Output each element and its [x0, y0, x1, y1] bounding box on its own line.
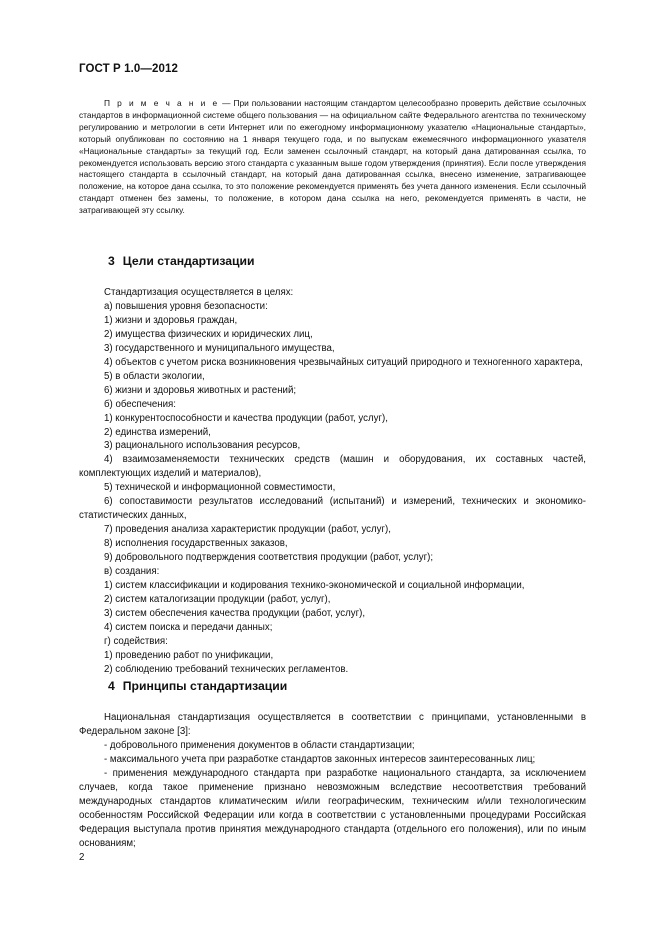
section-3-item: 3) систем обеспечения качества продукции (работ, услуг), — [104, 607, 366, 619]
note-text: — При пользовании настоящим стандартом целесообразно проверить действие ссылочных стандартов в информационной системе общего пользования — на официальном сайте Федерального агентства по техническому регулированию и метрологии в сети Интернет или по ежегодному информационному указателю «Национальные стандарты», который опубликован по состоянию на 1 января текущего года, и по выпускам ежемесячного информационного указателя «Национальные стандарты» за текущий год. Если заменен ссылочный стандарт, на который дана датированная ссылка, то рекомендуется использовать версию этого стандарта с указанным выше годом утверждения (принятия). Если после утверждения настоящего стандарта в ссылочный стандарт, на который дана датированная ссылка, внесено изменение, затрагивающее положение, на которое дана ссылка, то это положение рекомендуется применять без учета данного изменения. Если ссылочный стандарт отменен без замены, то положение, в котором дана ссылка на него, рекомендуется применять в части, не затрагивающей эту ссылку. — [79, 98, 586, 216]
section-4-item: Национальная стандартизация осуществляется в соответствии с принципами, установленными в Федеральном законе [3]: — [79, 712, 586, 737]
note-paragraph — [79, 98, 586, 217]
section-3-item: 1) конкурентоспособности и качества продукции (работ, услуг), — [104, 412, 388, 424]
section-3-item: б) обеспечения: — [104, 398, 176, 410]
section-3-item: 1) жизни и здоровья граждан, — [104, 314, 238, 326]
section-4-list — [79, 711, 586, 851]
section-3-item: 4) взаимозаменяемости технических средств (машин и оборудования, их составных частей, комплектующих изделий и материалов), — [79, 454, 586, 480]
section-3-item: 6) сопоставимости результатов исследований (испытаний) и измерений, технических и экономико-статистических данных, — [79, 496, 586, 522]
section-4-item: - добровольного применения документов в области стандартизации; — [104, 739, 415, 751]
section-3-item: 2) имущества физических и юридических лиц, — [104, 328, 313, 340]
section-3-title: Цели стандартизации — [122, 254, 255, 268]
section-3-item: 2) систем каталогизации продукции (работ, услуг), — [104, 593, 331, 605]
section-3-item: 8) исполнения государственных заказов, — [104, 538, 288, 550]
section-3-item: 1) систем классификации и кодирования технико-экономической и социальной информации, — [104, 580, 525, 592]
section-4-item: - применения международного стандарта при разработке национального стандарта, за исключением случаев, когда такое применение признано невозможным вследствие несоответствия требований международных стандартов климатическим и/или географическим, техническим и/или технологическим особенностям Российской Федерации или когда в соответствии с установленными процедурами Российская Федерация выступала против принятия международного стандарта (отдельного его положения), или по иным основаниям; — [79, 767, 586, 849]
section-3-item: 6) жизни и здоровья животных и растений; — [104, 384, 297, 396]
document-code-header: ГОСТ Р 1.0—2012 — [79, 63, 178, 75]
section-3-item: 2) соблюдению требований технических регламентов. — [104, 663, 349, 675]
section-3-number: 3 — [108, 254, 115, 268]
section-3-list — [79, 286, 586, 677]
section-3-item: 7) проведения анализа характеристик продукции (работ, услуг), — [104, 524, 391, 536]
section-3-item: 4) систем поиска и передачи данных; — [104, 621, 273, 633]
section-3-item: г) содействия: — [104, 635, 168, 647]
section-3-item: 4) объектов с учетом риска возникновения чрезвычайных ситуаций природного и техногенного характера, — [104, 356, 583, 368]
section-3-item: 2) единства измерений, — [104, 426, 211, 438]
section-3-heading — [108, 254, 255, 268]
section-3-item: 5) технической и информационной совместимости, — [104, 482, 336, 494]
section-4-item: - максимального учета при разработке стандартов законных интересов заинтересованных лиц; — [104, 753, 536, 765]
section-3-item: 3) рационального использования ресурсов, — [104, 440, 301, 452]
section-4-heading — [108, 679, 287, 693]
section-4-number: 4 — [108, 679, 115, 693]
section-4-title: Принципы стандартизации — [122, 679, 288, 693]
section-3-item: а) повышения уровня безопасности: — [104, 300, 268, 312]
page-number: 2 — [79, 852, 85, 863]
section-3-item: в) создания: — [104, 566, 160, 578]
note-label: П р и м е ч а н и е — [104, 98, 220, 108]
section-3-item: 9) добровольного подтверждения соответствия продукции (работ, услуг); — [104, 552, 434, 564]
section-3-item: 3) государственного и муниципального имущества, — [104, 342, 335, 354]
section-3-item: 1) проведению работ по унификации, — [104, 649, 274, 661]
section-3-item: 5) в области экологии, — [104, 370, 205, 382]
section-3-item: Стандартизация осуществляется в целях: — [104, 287, 294, 298]
